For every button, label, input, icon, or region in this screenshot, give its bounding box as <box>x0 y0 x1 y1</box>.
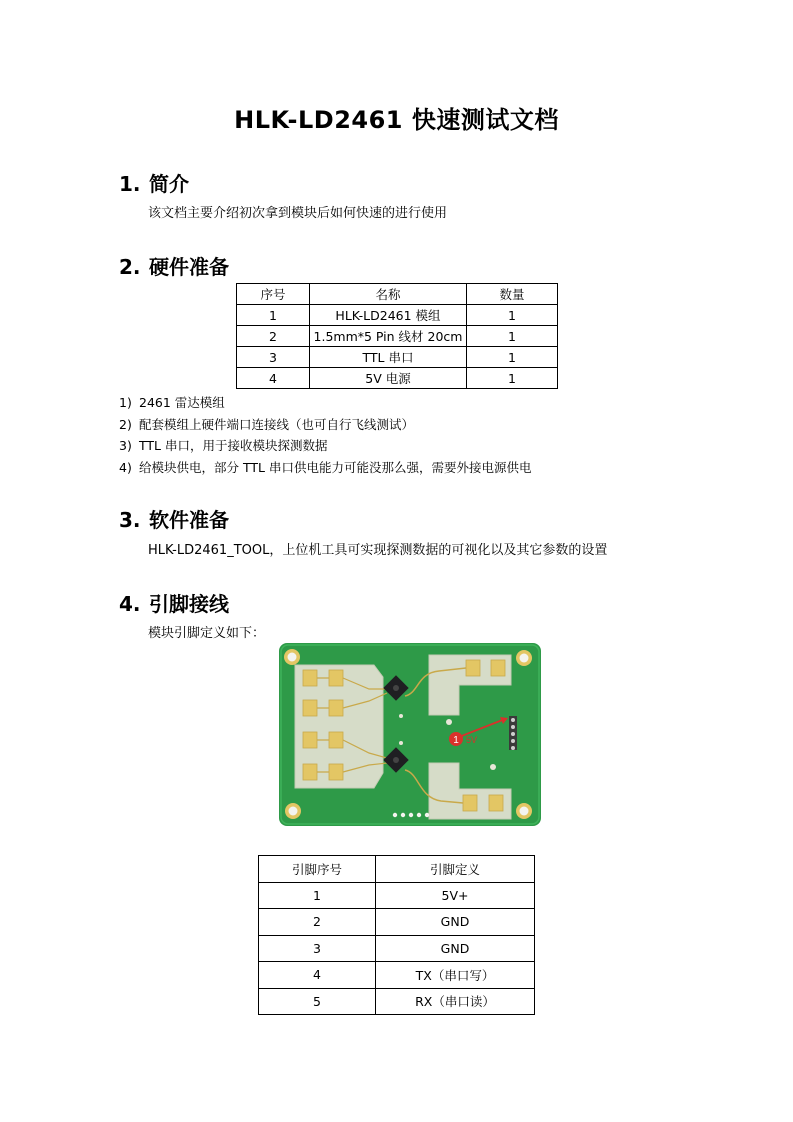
section-title: 简介 <box>149 172 189 196</box>
table-header-cell: 引脚定义 <box>376 856 535 883</box>
table-cell: 3 <box>259 935 376 962</box>
mounting-hole-icon <box>516 803 532 819</box>
table-row <box>259 909 535 936</box>
section-number: 1. <box>119 172 141 196</box>
list-item <box>119 392 531 414</box>
table-cell: 1 <box>467 347 558 368</box>
table-cell: 4 <box>259 962 376 989</box>
intro-paragraph: 该文档主要介绍初次拿到模块后如何快速的进行使用 <box>148 206 448 221</box>
pin-marker-number: 1 <box>453 735 459 746</box>
list-item <box>119 414 531 436</box>
table-header-row <box>259 856 535 883</box>
table-row <box>237 368 558 389</box>
table-cell: 1 <box>467 368 558 389</box>
table-cell: 5V 电源 <box>310 368 467 389</box>
table-header-cell: 数量 <box>467 284 558 305</box>
mounting-hole-icon <box>516 650 532 666</box>
pin-marker-label: 5V <box>466 735 478 745</box>
table-row <box>237 305 558 326</box>
hardware-list <box>119 392 531 478</box>
table-row <box>259 882 535 909</box>
pin-header <box>509 716 517 750</box>
table-cell: 1 <box>467 305 558 326</box>
table-row <box>259 935 535 962</box>
mounting-hole-icon <box>284 649 300 665</box>
pin-definition-table <box>258 855 535 1015</box>
section-number: 4. <box>119 592 141 616</box>
document-title: HLK-LD2461 快速测试文档 <box>234 106 559 134</box>
section-3-heading <box>119 504 229 533</box>
table-header-row <box>237 284 558 305</box>
table-cell: 5 <box>259 988 376 1015</box>
radar-module-photo <box>279 643 541 826</box>
table-cell: 2 <box>259 909 376 936</box>
table-row <box>237 326 558 347</box>
section-title: 软件准备 <box>149 508 229 532</box>
list-item-text: 2461 雷达模组 <box>139 395 225 410</box>
list-item <box>119 457 531 479</box>
table-cell: 3 <box>237 347 310 368</box>
table-row <box>259 988 535 1015</box>
table-cell: RX（串口读） <box>376 988 535 1015</box>
list-item-text: 配套模组上硬件端口连接线（也可自行飞线测试） <box>139 416 415 432</box>
table-cell: 4 <box>237 368 310 389</box>
table-row <box>259 962 535 989</box>
list-marker: 3) <box>119 438 132 453</box>
section-title: 引脚接线 <box>149 592 229 616</box>
table-header-cell: 序号 <box>237 284 310 305</box>
table-cell: GND <box>376 935 535 962</box>
table-row <box>237 347 558 368</box>
list-item <box>119 435 531 457</box>
table-cell: TTL 串口 <box>310 347 467 368</box>
hardware-table <box>236 283 558 389</box>
section-title: 硬件准备 <box>149 255 229 279</box>
table-cell: 1 <box>467 326 558 347</box>
table-cell: HLK-LD2461 模组 <box>310 305 467 326</box>
table-header-cell: 引脚序号 <box>259 856 376 883</box>
list-item-text: 给模块供电，部分 TTL 串口供电能力可能没那么强，需要外接电源供电 <box>139 459 532 475</box>
mounting-hole-icon <box>285 803 301 819</box>
list-marker: 1) <box>119 395 132 410</box>
table-cell: 2 <box>237 326 310 347</box>
list-marker: 4) <box>119 459 132 475</box>
table-cell: 1 <box>237 305 310 326</box>
table-cell: 5V+ <box>376 882 535 909</box>
table-cell: 1.5mm*5 Pin 线材 20cm <box>310 326 467 347</box>
pin-intro-paragraph: 模块引脚定义如下： <box>148 626 266 641</box>
section-number: 2. <box>119 255 141 279</box>
software-paragraph: HLK-LD2461_TOOL，上位机工具可实现探测数据的可视化以及其它参数的设置 <box>148 543 608 558</box>
section-number: 3. <box>119 508 141 532</box>
section-2-heading <box>119 251 229 280</box>
table-cell: 1 <box>259 882 376 909</box>
table-cell: TX（串口写） <box>376 962 535 989</box>
table-header-cell: 名称 <box>310 284 467 305</box>
list-item-text: TTL 串口，用于接收模块探测数据 <box>139 438 328 453</box>
list-marker: 2) <box>119 416 132 432</box>
section-1-heading <box>119 168 189 197</box>
table-cell: GND <box>376 909 535 936</box>
section-4-heading <box>119 588 229 617</box>
